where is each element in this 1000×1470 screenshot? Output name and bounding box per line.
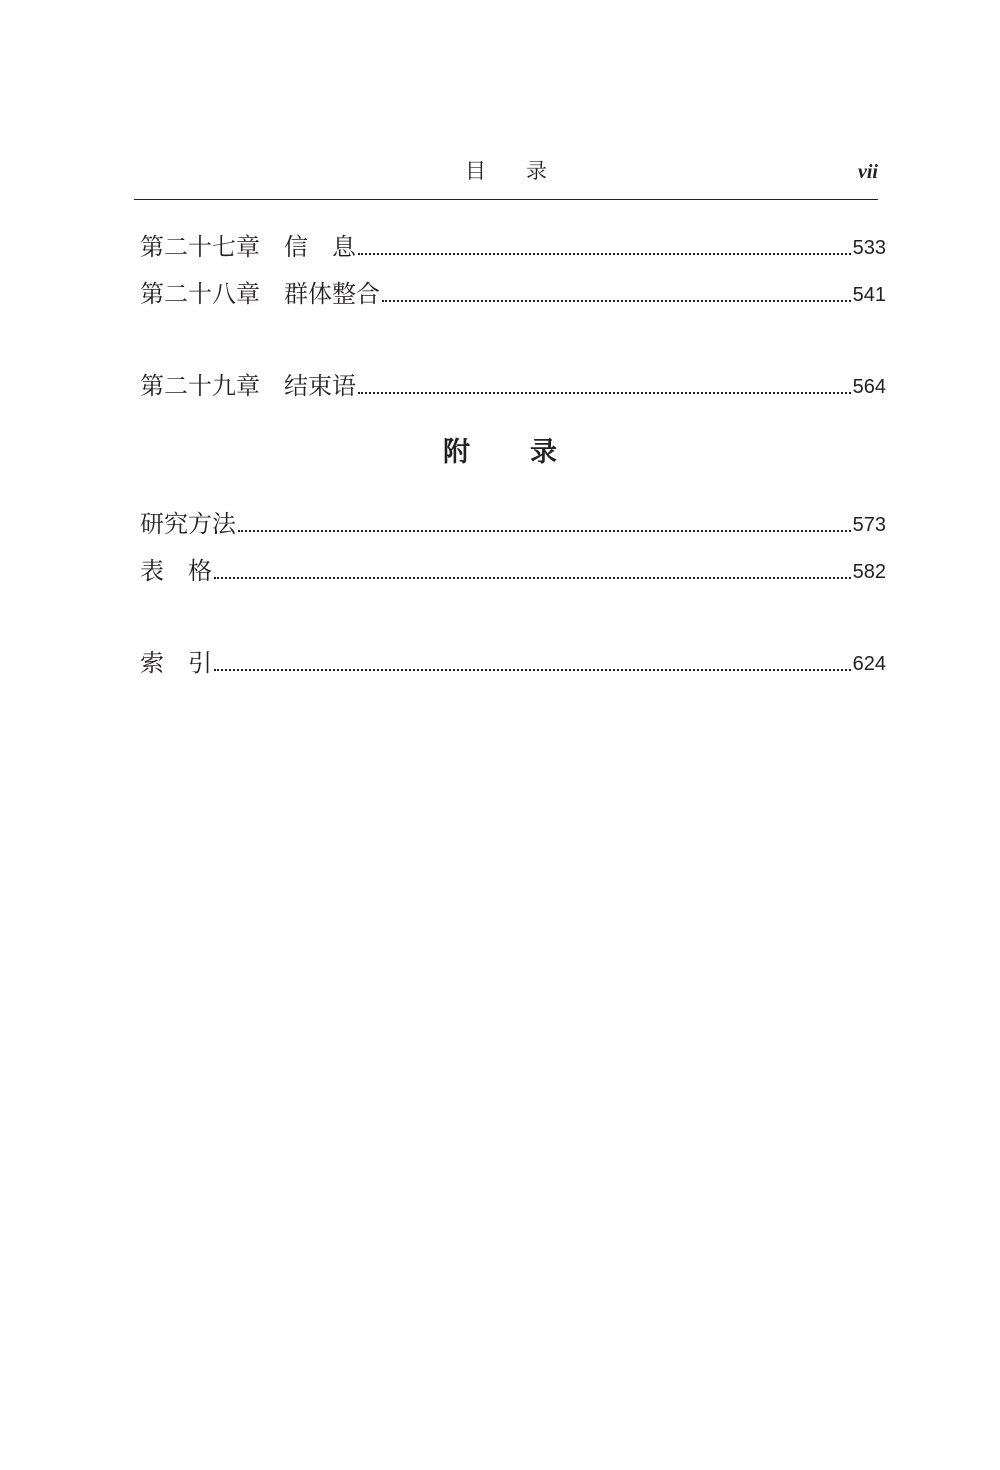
appendix-heading: [0, 436, 1000, 470]
toc-entry-title: 表 格: [140, 557, 212, 585]
running-header: [134, 150, 878, 200]
toc-entry-chapter-29[interactable]: [140, 367, 886, 401]
page-folio: vii: [858, 161, 878, 183]
toc-entry-page: 541: [852, 284, 886, 306]
running-title-char-1: 目: [465, 159, 486, 183]
toc-entry-page: 582: [852, 561, 886, 583]
dot-leader: [382, 300, 851, 302]
dot-leader: [358, 253, 851, 255]
toc-entry-page: 624: [852, 653, 886, 675]
toc-entry-index[interactable]: [140, 644, 886, 678]
dot-leader: [214, 577, 851, 579]
toc-entry-page: 533: [852, 237, 886, 259]
toc-entry-tables[interactable]: [140, 552, 886, 586]
toc-entry-title: 研究方法: [140, 510, 236, 538]
dot-leader: [358, 392, 851, 394]
toc-entry-title: 第二十九章 结束语: [140, 372, 356, 400]
dot-leader: [214, 669, 851, 671]
toc-entry-title: 第二十七章 信 息: [140, 233, 356, 261]
running-title: [134, 158, 878, 184]
toc-entry-title: 索 引: [140, 649, 212, 677]
toc-entry-chapter-28[interactable]: [140, 275, 886, 309]
toc-entry-page: 573: [852, 514, 886, 536]
toc-entry-page: 564: [852, 376, 886, 398]
dot-leader: [238, 530, 851, 532]
toc-entry-chapter-27[interactable]: [140, 228, 886, 262]
appendix-heading-char-1: 附: [443, 437, 470, 468]
toc-entry-research-methods[interactable]: [140, 505, 886, 539]
appendix-heading-char-2: 录: [530, 437, 557, 468]
toc-entry-title: 第二十八章 群体整合: [140, 280, 380, 308]
running-title-char-2: 录: [526, 159, 547, 183]
